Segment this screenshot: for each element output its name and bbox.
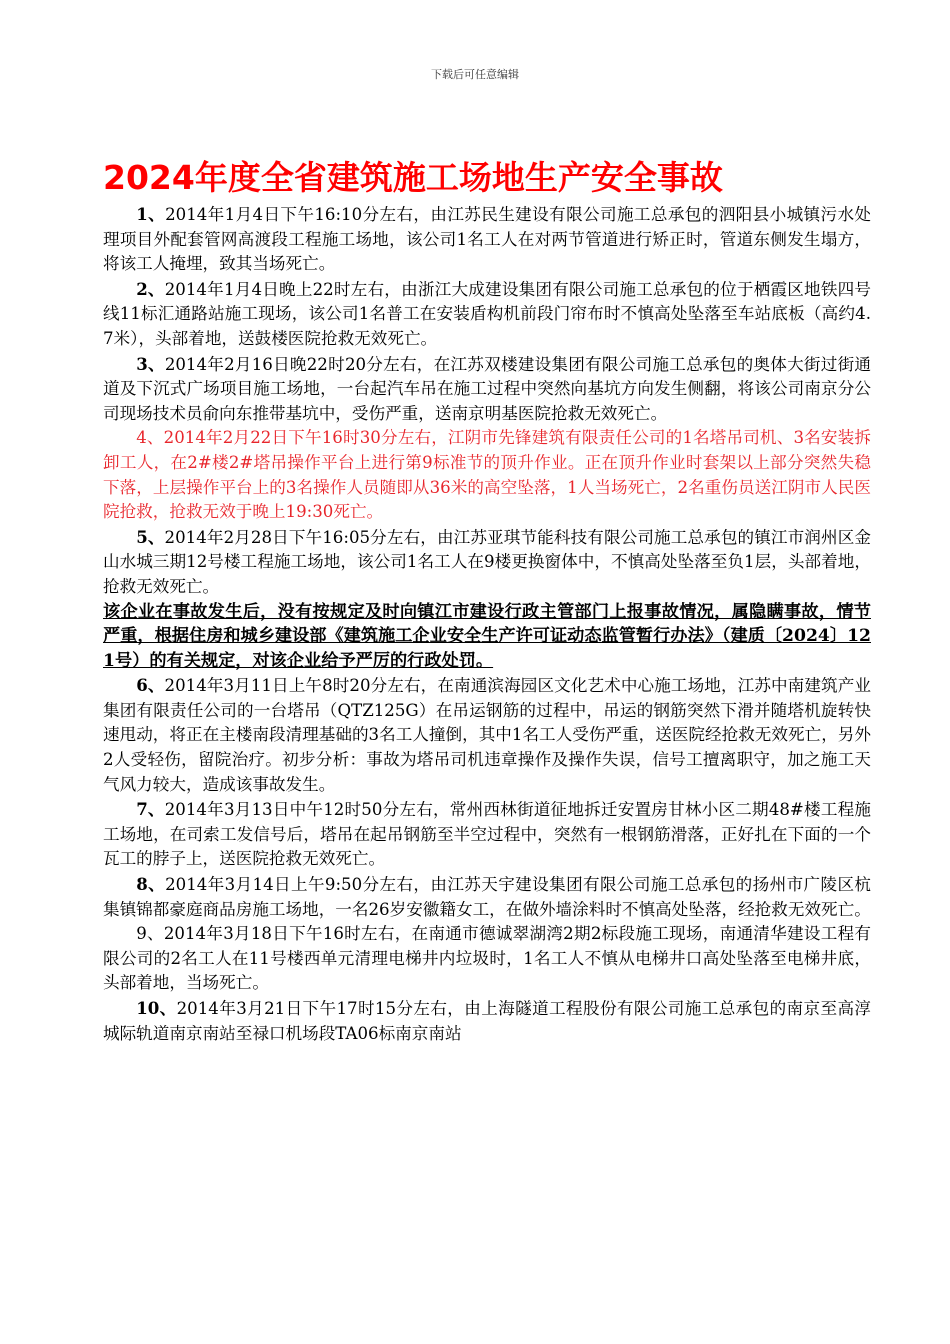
item-text: 2014年3月18日下午16时左右，在南通市德诚翠湖湾2期2标段施工现场，南通清华建设工程有限公司的2名工人在11号楼西单元清理电梯井内垃圾时，1名工人不慎从电梯井口高处坠落至电梯井底，头部着地，当场死亡。 [103, 924, 871, 993]
item-number: 6、 [136, 675, 165, 696]
document-body [103, 202, 871, 1046]
accident-item-2 [103, 277, 871, 352]
item-number: 8、 [136, 874, 166, 895]
item-number: 1、 [136, 204, 166, 224]
item-text: 2014年1月4日晚上22时左右，由浙江大成建设集团有限公司施工总承包的位于栖霞区地铁四号线11标汇通路站施工现场，该公司1名普工在安装盾构机前段门帘布时不慎高处坠落至车站底板（高约4.7米），头部着地，送鼓楼医院抢救无效死亡。 [103, 279, 872, 348]
penalty-notice [103, 600, 871, 674]
accident-item-10 [103, 996, 871, 1046]
header-note: 下载后可任意编辑 [431, 68, 519, 81]
accident-item-9 [103, 922, 871, 996]
accident-item-3 [103, 352, 871, 427]
notice-text: 该企业在事故发生后，没有按规定及时向镇江市建设行政主管部门上报事故情况，属隐瞒事故，情节严重，根据住房和城乡建设部《建筑施工企业安全生产许可证动态监管暂行办法》（建质〔2024〕121号）的有关规定，对该企业给予严厉的行政处罚。 [103, 601, 871, 671]
item-text: 2014年3月14日上午9:50分左右，由江苏天宇建设集团有限公司施工总承包的扬州市广陵区杭集镇锦都豪庭商品房施工场地，一名26岁安徽籍女工，在做外墙涂料时不慎高处坠落，经抢救无效死亡。 [103, 875, 872, 919]
item-text: 2014年1月4日下午16:10分左右，由江苏民生建设有限公司施工总承包的泗阳县小城镇污水处理项目外配套管网高渡段工程施工场地，该公司1名工人在对两节管道进行矫正时，管道东侧发生塌方，将该工人掩埋，致其当场死亡。 [103, 205, 872, 274]
item-number: 10、 [136, 998, 177, 1018]
item-text: 2014年3月13日中午12时50分左右，常州西林街道征地拆迁安置房甘林小区二期48#楼工程施工场地，在司索工发信号后，塔吊在起吊钢筋至半空过程中，突然有一根钢筋滑落，正好扎在下面的一个瓦工的脖子上，送医院抢救无效死亡。 [103, 800, 872, 869]
item-text: 2014年2月28日下午16:05分左右，由江苏亚琪节能科技有限公司施工总承包的镇江市润州区金山水城三期12号楼工程施工场地，该公司1名工人在9楼更换窗体中，不慎高处坠落至负1层，头部着地，抢救无效死亡。 [103, 527, 871, 596]
item-text: 2014年3月11日上午8时20分左右，在南通滨海园区文化艺术中心施工场地，江苏中南建筑产业集团有限责任公司的一台塔吊（QTZ125G）在吊运钢筋的过程中，吊运的钢筋突然下滑并随塔机旋转快速甩动，将正在主楼南段清理基础的3名工人撞倒，其中1名工人受伤严重，送医院经抢救无效死亡，另外2人受轻伤，留院治疗。初步分析：事故为塔吊司机违章操作及操作失误，信号工擅离职守，加之施工天气风力较大，造成该事故发生。 [103, 676, 872, 794]
accident-item-1 [103, 202, 871, 277]
item-number: 2、 [136, 278, 165, 299]
item-number: 5、 [136, 526, 165, 547]
accident-item-5 [103, 525, 871, 600]
accident-item-8 [103, 872, 871, 922]
document-title: 2024年度全省建筑施工场地生产安全事故 [103, 158, 723, 197]
item-text: 2014年2月22日下午16时30分左右，江阴市先锋建筑有限责任公司的1名塔吊司机、3名安装拆卸工人，在2#楼2#塔吊操作平台上进行第9标准节的顶升作业。正在顶升作业时套架以上部分突然失稳下落，上层操作平台上的3名操作人员随即从36米的高空坠落，1人当场死亡，2名重伤员送江阴市人民医院抢救，抢救无效于晚上19:30死亡。 [103, 428, 871, 522]
accident-item-4 [103, 426, 871, 524]
accident-item-6 [103, 673, 871, 797]
item-number: 9、 [136, 924, 164, 944]
item-number: 3、 [136, 353, 165, 374]
item-number: 4、 [136, 428, 164, 448]
item-number: 7、 [136, 799, 165, 820]
item-text: 2014年2月16日晚22时20分左右，在江苏双楼建设集团有限公司施工总承包的奥体大街过街通道及下沉式广场项目施工场地，一台起汽车吊在施工过程中突然向基坑方向发生侧翻，将该公司南京分公司现场技术员俞向东推带基坑中，受伤严重，送南京明基医院抢救无效死亡。 [103, 354, 871, 423]
item-text: 2014年3月21日下午17时15分左右，由上海隧道工程股份有限公司施工总承包的南京至高淳城际轨道南京南站至禄口机场段TA06标南京南站 [103, 999, 871, 1043]
accident-item-7 [103, 797, 871, 872]
